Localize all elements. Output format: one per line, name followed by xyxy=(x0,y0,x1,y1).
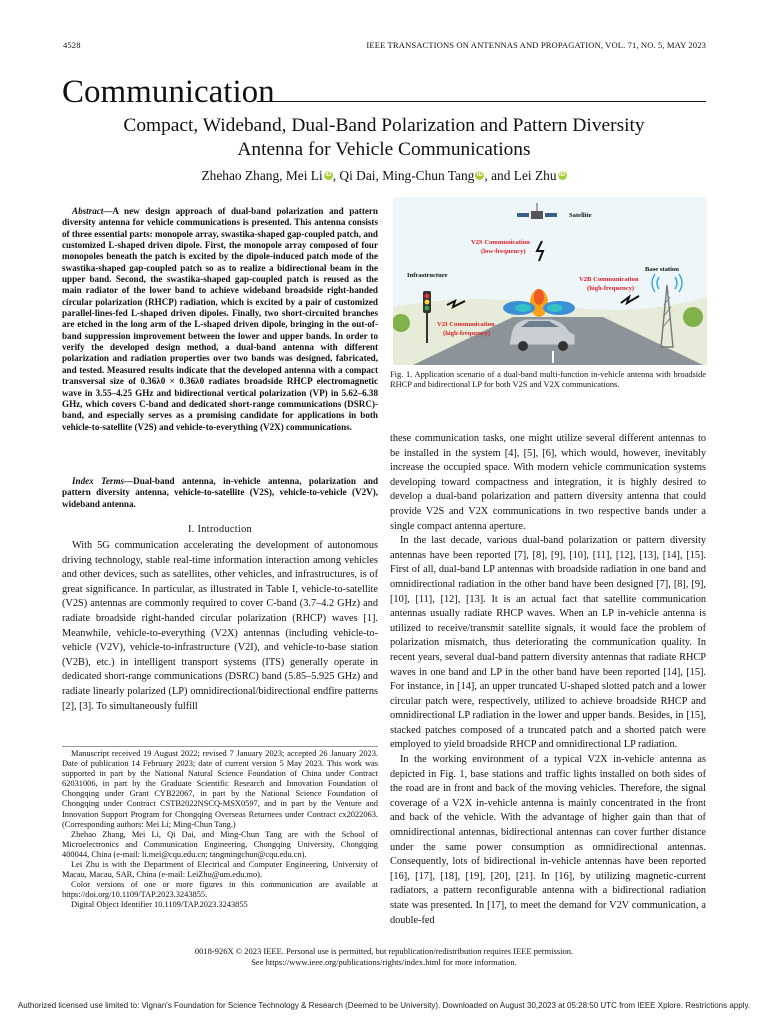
index-terms: Index Terms—Dual-band antenna, in-vehicle antenna, polarization and pattern diversity antenna, vehicle-to-satellite (V2S), vehicle-to-vehicle (V2V), wideband antenna. xyxy=(62,476,378,509)
label-base-station: Base station xyxy=(645,266,679,273)
footnote-paragraph: Digital Object Identifier 10.1109/TAP.2023.3243855 xyxy=(71,900,248,910)
orcid-icon[interactable]: iD xyxy=(325,172,332,178)
page-number: 4528 xyxy=(63,40,81,50)
body-paragraph: these communication tasks, one might utilize several different antennas to be installed in the system [4], [5], [6], which would, however, inevitably increase the occupied space. With modern vehicle communication systems developing toward compactness and integration, it is highly desired to develop a dual-band polarization and pattern diversity antenna that could provide V2S and V2X communications in two respective bands under a single compact antenna aperture. xyxy=(390,433,706,532)
copyright-notice xyxy=(60,946,708,968)
copyright-line-2: See https://www.ieee.org/publications/rights/index.html for more information. xyxy=(251,956,517,967)
body-paragraph: In the working environment of a typical V2X in-vehicle antenna as depicted in Fig. 1, base stations and traffic lights installed on both sides of the road are in front and back of the moving vehicles. Therefore, the signal coverage of a V2X in-vehicle antenna is mainly concentrated in the front and back of the vehicle. With the advantage of higher gain than that of omnidirectional antennas, bidirectional antennas can cover further distance under the same power consumption as omnidirectional antennas. Consequently, lots of bidirectional in-vehicle antennas have been reported [16], [17], [18], [19], [20], [21]. In [16], by utilizing magnetic-current radiators, a pattern reconfigurable antenna with a bidirectional radiation state was presented. In [17], to meet the demand for V2V communication, a double-fed xyxy=(390,754,706,926)
label-infrastructure: Infrastructure xyxy=(407,272,448,279)
label-v2i-1: V2I Communication xyxy=(437,321,495,328)
author-list: Zhehao Zhang, Mei Li iD , Qi Dai, Ming-Chun Tang iD , and Lei Zhu iD xyxy=(201,168,566,183)
footnote-divider xyxy=(62,746,378,747)
copyright-line-1: 0018-926X © 2023 IEEE. Personal use is permitted, but republication/redistribution requires IEEE permission. xyxy=(194,946,574,956)
footnote-paragraph: Color versions of one or more figures in this communication are available at https://doi.org/10.1109/TAP.2023.3243855. xyxy=(62,880,378,900)
label-v2s-2: (low-frequency) xyxy=(481,248,526,255)
label-satellite: Satellite xyxy=(569,212,592,219)
footnote-paragraph: Manuscript received 19 August 2022; revised 7 January 2023; accepted 26 January 2023. Date of publication 14 February 2023; date of current version 5 May 2023. This work was supported in part by the National Natural Science Foundation of China under Contract 62031006, in part by the Graduate Scientific Research and Innovation Foundation of Chongqing under Grant CYB22067, in part by the National Science Foundation of Chongqing under Contract CSTB2022NSCQ-MSX0597, and in part by the Venture and Innovation Support Program for Chongqing Overseas Returnees under Contract cx2022063. (Corresponding authors: Mei Li; Ming-Chun Tang.) xyxy=(62,749,378,829)
abstract-text: A new design approach of dual-band polarization and pattern diversity antenna for vehicle communications is presented. This antenna consists of three essential parts: monopole array, swastika-shaped gap-coupled patch, and customized L-shaped driven dipole. First, the monopole array composed of four monopoles beneath the patch is excited by the dipole-induced patch mode of the swastika-shaped gap-coupled patch so as to realize a bidirectional beam in the upper band. Second, the swastika-shaped gap-coupled patch is reused as the main radiator of the lower band to achieve wideband broadside right-handed circular polarization (RHCP) radiation, which is excited by a pair of customized parallel-lines-fed L-shaped driven dipoles. Finally, two short-circuited branches are etched in the long arm of the L-shaped driven dipole, bringing in the out-of-band suppression improvement between the lower and upper bands. In order to verify the developed design method, a dual-band antenna with different polarization and radiation properties over two bands was designed, fabricated, and tested. Measured results indicate that the developed antenna with a compact transversal size of 0.36λ0 × 0.36λ0 radiates broadside RHCP electromagnetic wave in 3.55–4.25 GHz and bidirectional vertical polarization (VP) in 5.62–6.38 GHz, which covers C-band and dedicated short-range communications (DSRC)-band, and especially serves as a promising candidate for applications in both vehicle-to-satellite (V2S) and vehicle-to-everything (V2X) communications. xyxy=(62,206,378,432)
abstract: Abstract—A new design approach of dual-band polarization and pattern diversity antenna for vehicle communications is presented. This antenna consists of three essential parts: monopole array, swastika-shaped gap-coupled patch, and customized L-shaped driven dipole. First, the monopole array composed of four monopoles beneath the patch is excited by the dipole-induced patch mode of the swastika-shaped gap-coupled patch so as to realize a bidirectional beam in the upper band. Second, the swastika-shaped gap-coupled patch is reused as the main radiator of the lower band to achieve wideband broadside right-handed circular polarization (RHCP) radiation, which is excited by a pair of customized parallel-lines-fed L-shaped driven dipoles. Finally, two short-circuited branches are etched in the long arm of the L-shaped driven dipole, bringing in the out-of-band suppression improvement between the lower and upper bands. In order to verify the developed design method, a dual-band antenna with different polarization and radiation properties over two bands was designed, fabricated, and tested. Measured results indicate that the developed antenna with a compact transversal size of 0.36λ0 × 0.36λ0 radiates broadside RHCP electromagnetic wave in 3.55–4.25 GHz and bidirectional vertical polarization (VP) in 5.62–6.38 GHz, which covers C-band and dedicated short-range communications (DSRC)-band, and especially serves as a promising candidate for applications in both vehicle-to-satellite (V2S) and vehicle-to-everything (V2X) communications. xyxy=(62,206,378,432)
footnote-paragraph: Zhehao Zhang, Mei Li, Qi Dai, and Ming-Chun Tang are with the School of Microelectronics and Communication Engineering, Chongqing University, Chongqing 400044, China (e-mail: li.mei@cqu.edu.cn; tangmingchun@cqu.edu.cn). xyxy=(62,829,378,859)
author-name: Ming-Chun Tang xyxy=(382,168,475,183)
footnote xyxy=(62,749,378,911)
section-rule xyxy=(257,101,706,102)
orcid-icon[interactable]: iD xyxy=(559,172,566,178)
footnote-paragraph: Lei Zhu is with the Department of Electrical and Computer Engineering, University of Macau, Macau, SAR, China (e-mail: LeiZhu@um.edu.mo). xyxy=(62,860,378,880)
title-line-2: Antenna for Vehicle Communications xyxy=(237,139,531,160)
label-v2b-1: V2B Communication xyxy=(579,276,639,283)
author-name: Lei Zhu xyxy=(513,168,557,183)
figure-caption: Fig. 1. Application scenario of a dual-band multi-function in-vehicle antenna with broadside RHCP and bidirectional LP for both V2S and V2X communications. xyxy=(390,370,706,390)
section-heading-introduction: I. Introduction xyxy=(188,524,252,535)
right-column-body xyxy=(390,432,706,928)
label-v2i-2: (high-frequency) xyxy=(443,330,491,337)
orcid-icon[interactable]: iD xyxy=(476,172,483,178)
title-line-1: Compact, Wideband, Dual-Band Polarization and Pattern Diversity xyxy=(123,115,645,136)
author-name: Qi Dai xyxy=(339,168,376,183)
abstract-label: Abstract xyxy=(72,206,104,216)
figure-1-illustration xyxy=(393,197,707,365)
intro-paragraph: With 5G communication accelerating the development of autonomous driving technology, stable real-time information interaction among vehicles and other devices, such as satellites, other vehicles, and infrastructures, is of great significance. In particular, as illustrated in Table I, vehicle-to-satellite (V2S) antennas are commonly required to cover C-band (3.7–4.2 GHz) and radiate broadside right-handed circular polarization (RHCP) waves [1]. Meanwhile, vehicle-to-everything (V2X) antennas (including vehicle-to-vehicle (V2V), vehicle-to-infrastructure (V2I), and vehicle-to-base station (V2B), etc.) in intelligent transport systems (ITS) generally operate in dedicated short-range communications (DSRC) band (5.85–5.925 GHz) and radiate linearly polarized (LP) omnidirectional/bidirectional endfire patterns [2], [3]. To simultaneously fulfill xyxy=(62,540,378,712)
label-v2s-1: V2S Communication xyxy=(471,239,530,246)
section-label: Communication xyxy=(62,74,275,110)
index-terms-label: Index Terms xyxy=(72,476,125,486)
label-v2b-2: (high-frequency) xyxy=(587,285,635,292)
paper-title xyxy=(60,114,708,162)
author-name: Zhehao Zhang xyxy=(201,168,280,183)
body-paragraph: In the last decade, various dual-band polarization or pattern diversity antennas have been reported [7], [8], [9], [10], [11], [12], [13], [14], [15]. First of all, dual-band LP antennas with broadside radiation in one band and omnidirectional radiation in the other band have been designed [7], [8], [9], [10], [11], [12], [13]. It is an actual fact that satellite communication antennas usually radiate RHCP waves. When an LP in-vehicle antenna is utilized to receive/transmit satellite signals, it would face the problem of polarization mismatch, thus deteriorating the communication quality. In recent years, several dual-band pattern diversity antennas that radiate RHCP waves in one band and LP in the other band have been reported [14], [15]. For instance, in [14], an upper truncated U-shaped slotted patch and a lower circular patch were, respectively, utilized to achieve broadside RHCP and omnidirectional LP radiation in the lower and upper bands. Besides, in [15], stacked patches composed of a truncated patch and a shorted patch were employed to yield broadside RHCP and omnidirectional LP radiation. xyxy=(390,535,706,751)
journal-header: IEEE TRANSACTIONS ON ANTENNAS AND PROPAGATION, VOL. 71, NO. 5, MAY 2023 xyxy=(366,40,706,50)
license-footer: Authorized licensed use limited to: Vignan's Foundation for Science Technology & Research (Deemed to be University). Downloaded on August 30,2023 at 05:28:50 UTC from IEEE Xplore. Restrictions apply. xyxy=(17,1001,751,1010)
index-terms-text: Dual-band antenna, in-vehicle antenna, polarization and pattern diversity antenna, vehicle-to-satellite (V2S), vehicle-to-vehicle (V2V), wideband antenna. xyxy=(62,476,378,509)
author-name: Mei Li xyxy=(285,168,323,183)
